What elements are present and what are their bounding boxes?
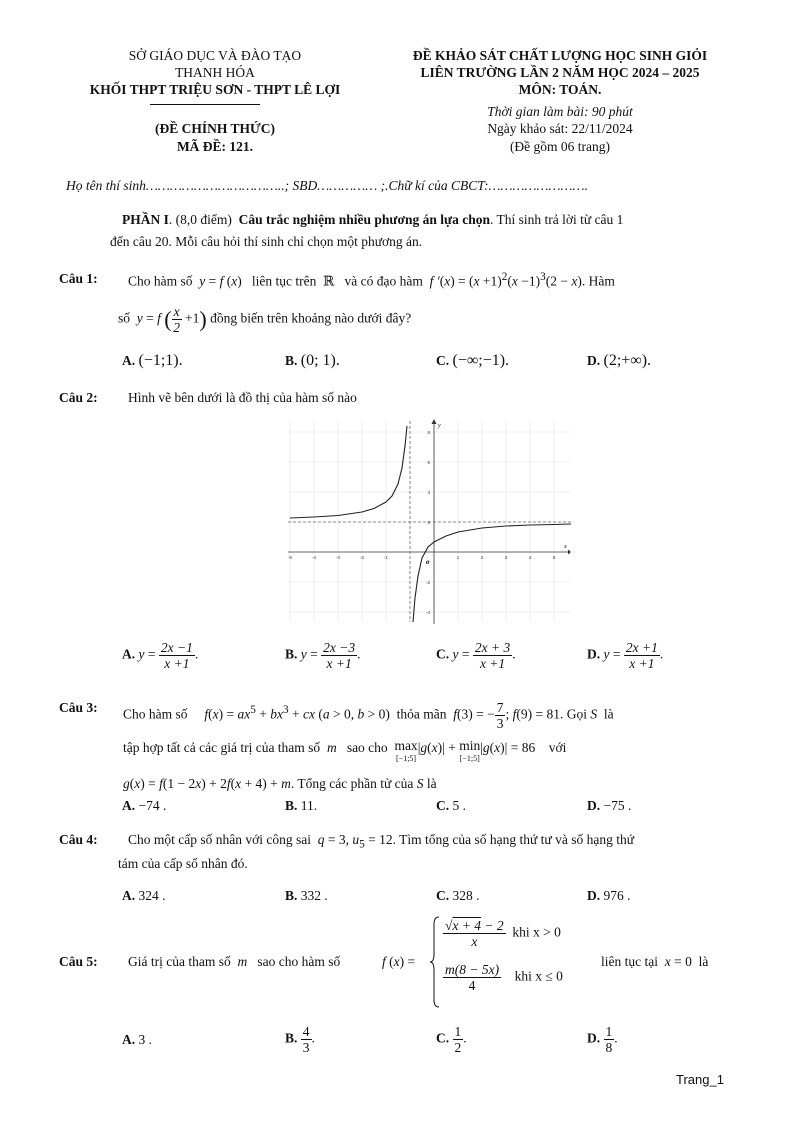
q3-line2: tập hợp tất cả các giá trị của tham số m sao cho max [−1;5]|g(x)| + min [−1;5]|g(x)| = 86 với [123, 738, 567, 763]
header-divider [150, 104, 260, 105]
q2-text: Hình vẽ bên dưới là đồ thị của hàm số nào [128, 390, 357, 405]
q2-x-tick: 3 [504, 555, 508, 560]
q2-y-tick: 2 [427, 520, 430, 525]
header-exam-code: MÃ ĐỀ: 121. [176, 139, 254, 154]
page-number: Trang_1 [676, 1072, 724, 1087]
q5-brace [430, 916, 440, 1008]
q2-x-tick: -1 [383, 555, 389, 560]
q5-line1a: Giá trị của tham số m sao cho hàm số [128, 954, 341, 969]
q2-curve-right [413, 524, 571, 622]
header-official: (ĐỀ CHÍNH THỨC) [154, 121, 275, 136]
part1-intro [122, 212, 623, 228]
q2-y-tick: -2 [425, 580, 430, 585]
q1-option-b[interactable]: B. (0; 1). [285, 352, 340, 369]
q3-line3: g(x) = f(1 − 2x) + 2f(x + 4) + m. Tổng các phần tử của S là [123, 776, 437, 791]
q2-y-tick: 4 [427, 490, 430, 495]
q2-curve-left [290, 426, 407, 518]
q3-option-c[interactable]: C. 5 . [436, 798, 466, 813]
q4-line1: Cho một cấp số nhân với công sai q = 3, $u_5 = 12$. Tìm tổng của số hạng thứ tư và số hạng thứ [128, 832, 635, 851]
header-dept: SỞ GIÁO DỤC VÀ ĐÀO TẠO [128, 48, 302, 63]
q2-x-tick: -3 [335, 555, 341, 560]
q2-x-tick: -2 [359, 555, 365, 560]
q3-option-d[interactable]: D. −75 . [587, 798, 632, 813]
q2-x-tick: 1 [456, 555, 460, 560]
header-subject: MÔN: TOÁN. [518, 82, 602, 97]
header-pages: (Đề gồm 06 trang) [509, 139, 611, 154]
q2-option-c[interactable]: C. y = $\frac{2x + 3}{x +1}$ . [436, 640, 516, 671]
q2-y-tick: 6 [427, 460, 430, 465]
q2-option-a[interactable]: A. y = $\frac{2x -1}{x +1}$ . [122, 640, 199, 671]
q2-label: Câu 2: [59, 390, 98, 405]
q1-line2: số y = f ( $\frac{x}{2}$ +1) đồng biến trên khoảng nào dưới đây? [118, 304, 412, 335]
q1-label: Câu 1: [59, 271, 98, 286]
q5-option-c[interactable]: C. $\frac{1}{2}$ . [436, 1024, 467, 1055]
q2-x-tick: 5 [552, 555, 556, 560]
q2-x-tick: -5 [288, 555, 293, 560]
q5-label: Câu 5: [59, 954, 98, 969]
header-date: Ngày khảo sát: 22/11/2024 [487, 121, 633, 136]
part1-points: . (8,0 điểm) [168, 212, 232, 227]
q1-line1: Cho hàm số y = f (x) liên tục trên ℝ và có đạo hàm f $'(x) = (x +1)^2(x -1)^3(2 - x)$. Hàm [128, 271, 615, 289]
q5-case2: $\frac{m(8 - 5x)}{4}$ khi x ≤ 0 [445, 962, 563, 993]
q3-line1: Cho hàm số $f(x) = ax^5 + bx^3$ + cx (a > 0, b > 0) thỏa mãn f(3) = − $\frac{7}{3}$ ; f(9) = 81. Gọi S là [123, 700, 614, 731]
q5-case1: $\frac{√x + 4 - 2}{x}$ khi x > 0 [445, 918, 561, 949]
q2-graph [288, 418, 571, 624]
header-exam-subtitle: LIÊN TRƯỜNG LẦN 2 NĂM HỌC 2024 – 2025 [420, 65, 700, 80]
q2-x-label: x [564, 544, 567, 550]
q4-line2: tám của cấp số nhân đó. [118, 856, 248, 871]
q3-label: Câu 3: [59, 700, 98, 715]
header-time: Thời gian làm bài: 90 phút [487, 104, 633, 119]
q4-label: Câu 4: [59, 832, 98, 847]
q2-y-tick: 8 [427, 430, 430, 435]
q4-option-c[interactable]: C. 328 . [436, 888, 480, 903]
q5-option-b[interactable]: B. $\frac{4}{3}$ . [285, 1024, 315, 1055]
q1-option-c[interactable]: C. (−∞;−1). [436, 352, 510, 369]
q2-x-tick: 2 [480, 555, 484, 560]
candidate-line: Họ tên thí sinh……………………………..; SBD…………… ;.Chữ kí của CBCT:……………………. [66, 178, 588, 193]
q3-option-b[interactable]: B. 11. [285, 798, 318, 813]
q4-option-a[interactable]: A. 324 . [122, 888, 166, 903]
q2-y-label: y [438, 423, 441, 429]
q5-option-a[interactable]: A. 3 . [122, 1032, 152, 1047]
q2-x-tick: -4 [311, 555, 317, 560]
header-school: KHỐI THPT TRIỆU SƠN - THPT LÊ LỢI [89, 82, 341, 97]
part1-subtitle: Câu trắc nghiệm nhiều phương án lựa chọn [238, 212, 490, 227]
header-province: THANH HÓA [175, 65, 255, 80]
q2-x-tick: 4 [528, 555, 532, 560]
q2-option-d[interactable]: D. y = $\frac{2x +1}{x +1}$ . [587, 640, 664, 671]
part1-text1: . Thí sinh trả lời từ câu 1 [489, 212, 624, 227]
q5-function-name: f (x) = [382, 954, 416, 969]
q2-y-tick: -4 [425, 610, 430, 615]
q5-option-d[interactable]: D. $\frac{1}{8}$ . [587, 1024, 618, 1055]
q4-option-d[interactable]: D. 976 . [587, 888, 631, 903]
q3-option-a[interactable]: A. −74 . [122, 798, 167, 813]
q1-option-d[interactable]: D. (2;+∞). [587, 352, 652, 369]
q2-origin-label: o [426, 558, 430, 566]
part1-title: PHẦN I [122, 212, 169, 227]
q1-option-a[interactable]: A. (−1;1). [122, 352, 183, 369]
q4-option-b[interactable]: B. 332 . [285, 888, 328, 903]
header-exam-title: ĐỀ KHẢO SÁT CHẤT LƯỢNG HỌC SINH GIỎI [412, 48, 708, 63]
part1-text2: đến câu 20. Mỗi câu hỏi thí sinh chỉ chọn một phương án. [110, 234, 423, 249]
q2-option-b[interactable]: B. y = $\frac{2x -3}{x +1}$ . [285, 640, 361, 671]
q5-line1b: liên tục tại x = 0 là [601, 954, 709, 969]
